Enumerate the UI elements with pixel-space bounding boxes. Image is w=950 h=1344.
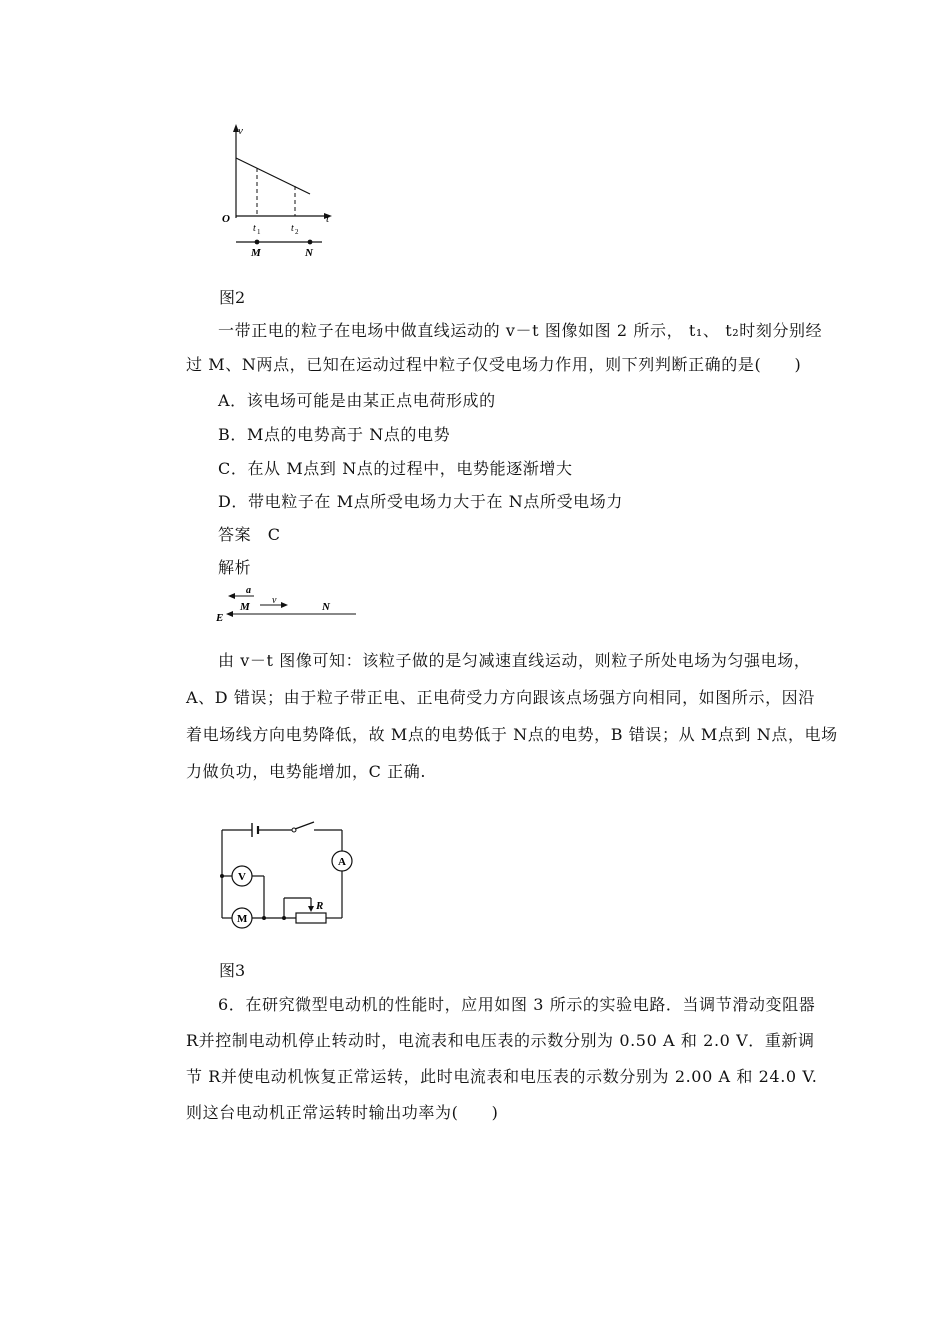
t1-label: t (253, 223, 256, 234)
q5-option-a: A．该电场可能是由某正点电荷形成的 (218, 391, 496, 410)
q5-answer: 答案 C (218, 525, 281, 544)
analysis-line1: 由 v－t 图像可知：该粒子做的是匀减速直线运动，则粒子所处电场为匀强电场， (218, 651, 811, 670)
point-m-label: M (251, 247, 261, 259)
origin-label: O (222, 213, 230, 225)
rheostat-body (296, 913, 326, 923)
switch-blade (295, 822, 314, 829)
analysis-line4: 力做负功，电势能增加，C 正确. (186, 762, 427, 781)
q6-line1: 6．在研究微型电动机的性能时，应用如图 3 所示的实验电路．当调节滑动变阻器 (218, 995, 816, 1014)
q5-option-d: D．带电粒子在 M点所受电场力大于在 N点所受电场力 (218, 492, 623, 511)
q6-line2: R并控制电动机停止转动时，电流表和电压表的示数分别为 0.50 A 和 2.0 V．重新调 (186, 1031, 815, 1050)
analysis-line3: 着电场线方向电势降低，故 M点的电势低于 N点的电势，B 错误；从 M点到 N点，电场 (186, 725, 838, 744)
rheostat-slider-arrow (308, 906, 314, 912)
analysis-line2: A、D 错误；由于粒子带正电、正电荷受力方向跟该点场强方向相同，如图所示，因沿 (186, 688, 815, 707)
t2-label: t (291, 223, 294, 234)
fig3-caption: 图3 (219, 961, 246, 980)
velocity-label: v (272, 595, 277, 606)
q6-line4: 则这台电动机正常运转时输出功率为( ) (186, 1103, 499, 1122)
point-n-dot (308, 240, 313, 245)
t1-subscript: 1 (257, 228, 261, 236)
velocity-line (236, 158, 310, 194)
vt-graph-figure (210, 120, 340, 262)
v-axis-label: v (238, 125, 243, 137)
rheostat-label: R (316, 900, 324, 912)
fig2-caption: 图2 (219, 288, 246, 307)
q6-line3: 节 R并使电动机恢复正常运转，此时电流表和电压表的示数分别为 2.00 A 和 24.0 V. (186, 1067, 818, 1086)
circuit-figure (214, 820, 364, 930)
velocity-arrowhead (281, 602, 288, 608)
q5-stem-line1: 一带正电的粒子在电场中做直线运动的 v－t 图像如图 2 所示， t₁、 t₂时刻分别经 (218, 321, 823, 340)
field-diagram (214, 583, 364, 625)
field-arrowhead (226, 611, 233, 617)
ammeter-label: A (338, 856, 346, 868)
point-n-label: N (305, 247, 313, 259)
t-axis-label: t (326, 213, 330, 225)
q5-option-b: B．M点的电势高于 N点的电势 (218, 425, 451, 444)
field-point-n: N (322, 601, 330, 613)
acceleration-label: a (246, 585, 251, 596)
point-m-dot (255, 240, 260, 245)
t2-subscript: 2 (295, 228, 299, 236)
field-e-label: E (216, 612, 224, 624)
acceleration-arrowhead (228, 593, 235, 599)
q5-analysis-label: 解析 (218, 558, 252, 577)
voltmeter-label: V (238, 871, 246, 883)
q5-option-c: C．在从 M点到 N点的过程中，电势能逐渐增大 (218, 459, 573, 478)
junction-dot (262, 916, 266, 920)
field-point-m: M (240, 601, 250, 613)
junction-dot (220, 874, 224, 878)
q5-stem-line2: 过 M、N两点，已知在运动过程中粒子仅受电场力作用，则下列判断正确的是( ) (186, 355, 802, 374)
motor-label: M (237, 913, 248, 925)
